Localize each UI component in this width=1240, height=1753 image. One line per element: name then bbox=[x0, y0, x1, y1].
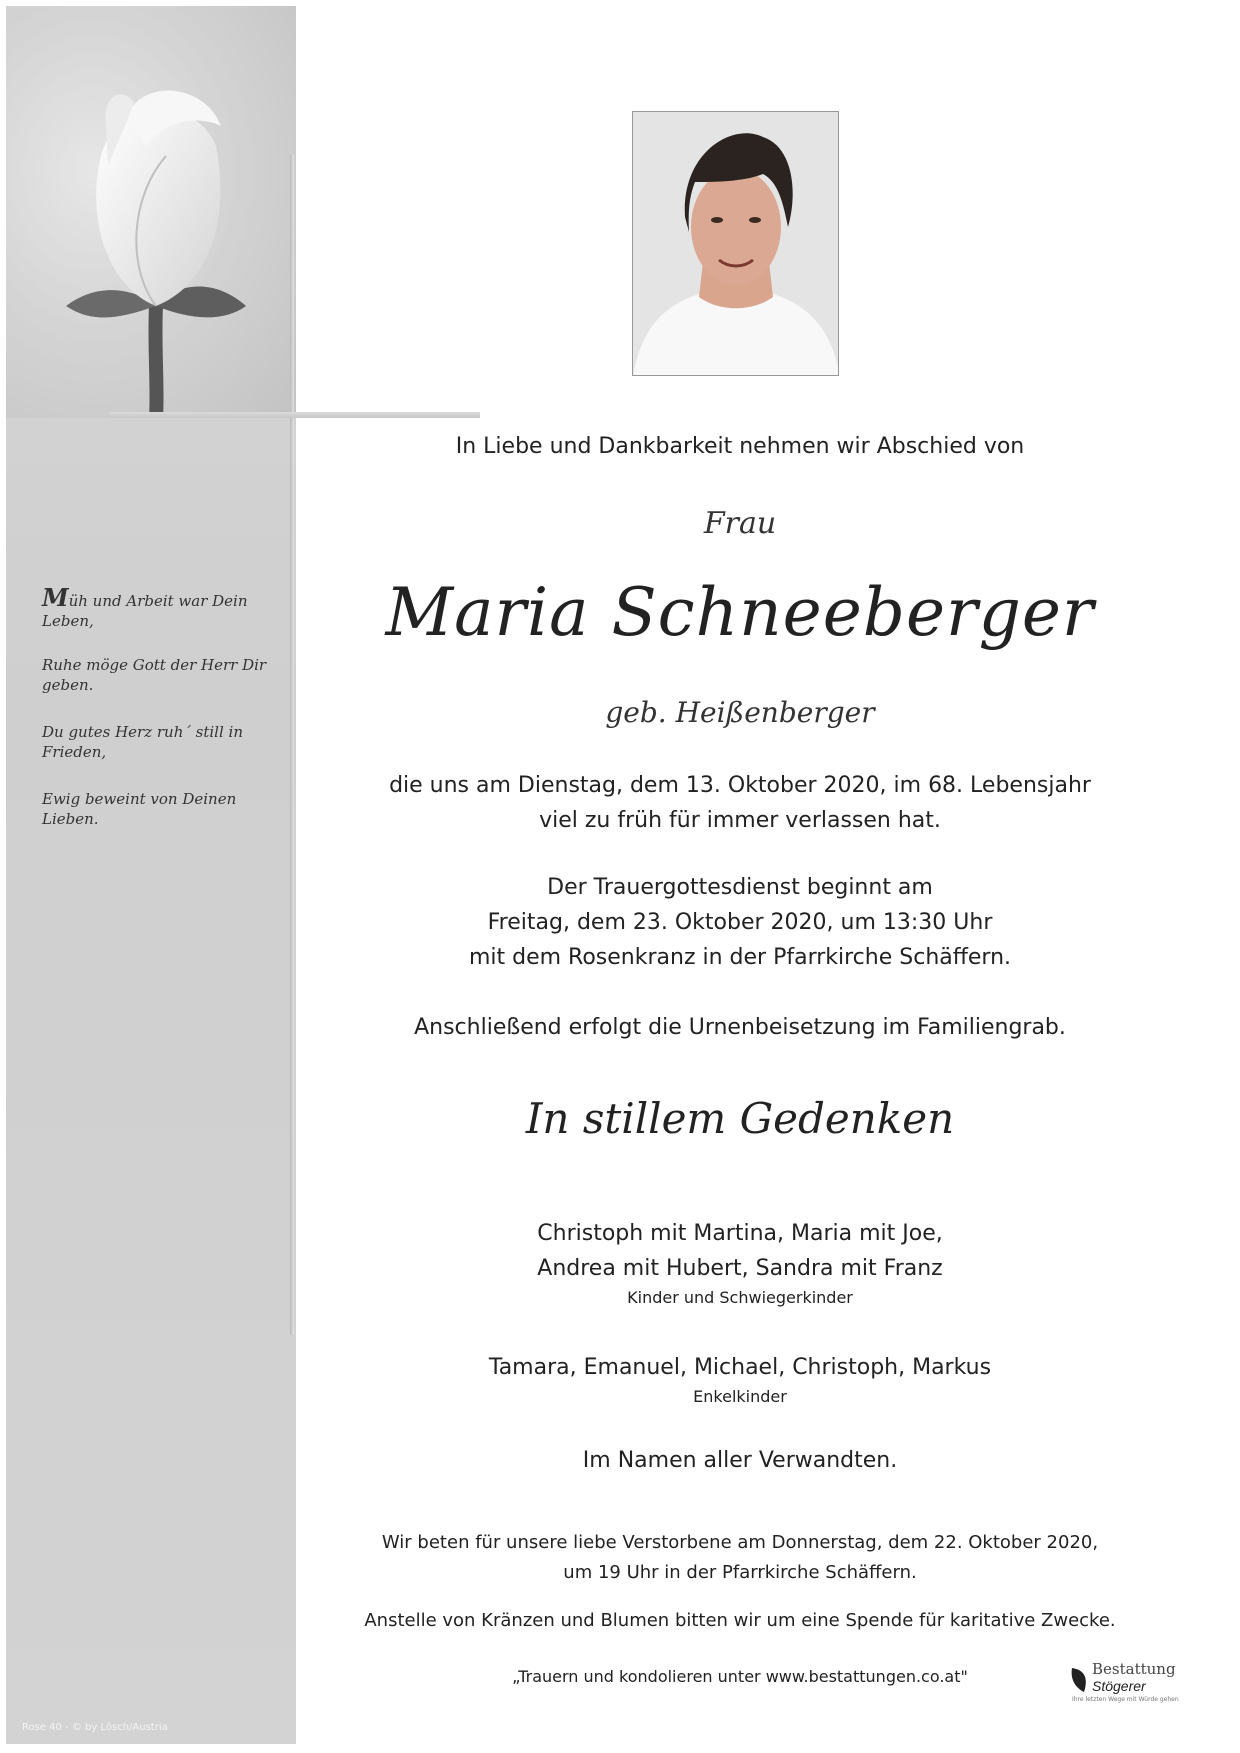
funeral-home-logo bbox=[1068, 1660, 1188, 1704]
prayer-info bbox=[330, 1528, 1150, 1588]
maiden-name: geb. Heißenberger bbox=[605, 696, 875, 729]
service-info bbox=[330, 870, 1150, 975]
donation-info: Anstelle von Kränzen und Blumen bitten wir um eine Spende für karitative Zwecke. bbox=[364, 1610, 1116, 1631]
children-list bbox=[330, 1216, 1150, 1310]
poem-line-3: Du gutes Herz ruh´ still in Frieden, bbox=[42, 723, 243, 761]
grandchildren-role: Enkelkinder bbox=[693, 1387, 787, 1406]
children-line-1: Christoph mit Martina, Maria mit Joe, bbox=[537, 1221, 943, 1246]
poem-line-2: Ruhe möge Gott der Herr Dir geben. bbox=[42, 656, 267, 694]
grandchildren-list bbox=[330, 1350, 1150, 1409]
condolence-link[interactable]: „Trauern und kondolieren unter www.bestattungen.co.at" bbox=[512, 1667, 968, 1686]
leaf-logo-icon bbox=[1068, 1664, 1090, 1696]
logo-tagline: Ihre letzten Wege mit Würde gehen bbox=[1072, 1696, 1179, 1703]
death-line-2: viel zu früh für immer verlassen hat. bbox=[539, 808, 941, 833]
portrait-photo bbox=[632, 111, 839, 376]
salutation: Frau bbox=[703, 506, 777, 541]
burial-info: Anschließend erfolgt die Urnenbeisetzung im Familiengrab. bbox=[414, 1015, 1066, 1040]
children-role: Kinder und Schwiegerkinder bbox=[627, 1288, 853, 1307]
memory-heading: In stillem Gedenken bbox=[525, 1094, 955, 1143]
white-rose-icon bbox=[6, 6, 296, 418]
sidebar-panel bbox=[6, 6, 296, 1744]
prayer-line-2: um 19 Uhr in der Pfarrkirche Schäffern. bbox=[563, 1562, 917, 1583]
logo-line-2: Stögerer bbox=[1092, 1678, 1146, 1694]
rose-image bbox=[6, 6, 296, 418]
deceased-name: Maria Schneeberger bbox=[385, 574, 1095, 651]
children-line-2: Andrea mit Hubert, Sandra mit Franz bbox=[537, 1256, 943, 1281]
prayer-line-1: Wir beten für unsere liebe Verstorbene am Donnerstag, dem 22. Oktober 2020, bbox=[381, 1532, 1099, 1553]
service-line-3: mit dem Rosenkranz in der Pfarrkirche Schäffern. bbox=[468, 945, 1012, 970]
image-copyright: Rose 40 - © by Lösch/Austria bbox=[22, 1722, 168, 1733]
death-notice bbox=[330, 768, 1150, 838]
grandchildren-names: Tamara, Emanuel, Michael, Christoph, Markus bbox=[488, 1355, 992, 1380]
poem bbox=[42, 583, 292, 856]
intro-text: In Liebe und Dankbarkeit nehmen wir Abschied von bbox=[455, 434, 1025, 459]
relatives-line: Im Namen aller Verwandten. bbox=[582, 1448, 898, 1473]
logo-line-1: Bestattung bbox=[1092, 1660, 1176, 1678]
service-line-1: Der Trauergottesdienst beginnt am bbox=[547, 875, 933, 900]
service-line-2: Freitag, dem 23. Oktober 2020, um 13:30 Uhr bbox=[487, 910, 993, 935]
death-line-1: die uns am Dienstag, dem 13. Oktober 2020, im 68. Lebensjahr bbox=[389, 773, 1091, 798]
divider-horizontal bbox=[110, 412, 480, 418]
portrait-icon bbox=[633, 112, 839, 376]
divider-vertical bbox=[290, 155, 294, 1335]
poem-line-4: Ewig beweint von Deinen Lieben. bbox=[42, 790, 237, 828]
poem-line-1: Müh und Arbeit war Dein Leben, bbox=[42, 583, 248, 630]
